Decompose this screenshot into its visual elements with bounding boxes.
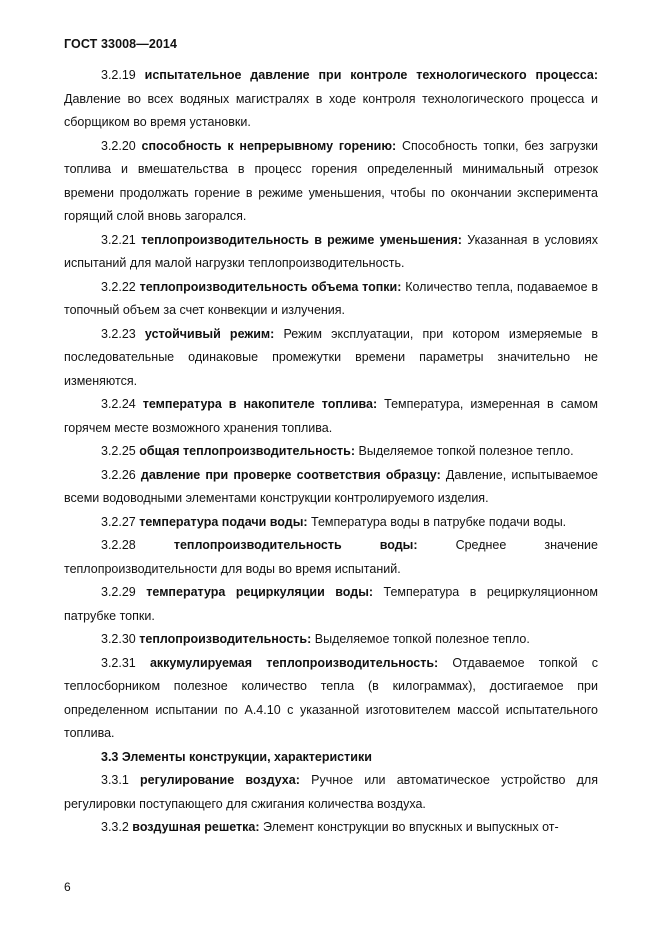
clause-number: 3.2.20 (101, 138, 136, 153)
definition: Способность топки, без загрузки топлива и вмешательства в процесс горения определенный минимальный отрезок времени продолжать горение в режиме уменьшения, чтобы по окончании эксперимента горящий слой вновь загорался. (64, 138, 599, 223)
term: температура подачи воды: (139, 514, 308, 529)
clause-number: 3.2.22 (101, 279, 136, 294)
definition: Выделяемое топкой полезное тепло. (358, 444, 574, 458)
clause-3-2-25 (64, 440, 598, 464)
clause-3-3-2 (64, 816, 598, 840)
clause-3-2-31 (64, 652, 598, 746)
definition: Давление во всех водяных магистралях в ходе контроля технологического процесса и сборщиком во время установки. (64, 91, 598, 129)
definition: Отдаваемое топкой с теплосборником полезное количество тепла (в килограммах), достигаемое при определенном испытании по А.4.10 с указанной изготовителем массой испытательного топлива. (64, 655, 598, 740)
term: испытательное давление при контроле технологического процесса: (144, 68, 598, 82)
clause-3-2-30 (64, 628, 598, 652)
definition: Режим эксплуатации, при котором измеряемые в последовательные одинаковые промежутки времени параметры значительно не изменяются. (64, 326, 598, 388)
clause-3-2-27 (64, 511, 598, 535)
term: устойчивый режим: (144, 326, 275, 341)
term: теплопроизводительность в режиме уменьшения: (141, 232, 462, 247)
clause-number: 3.2.31 (101, 655, 136, 670)
definition: Температура воды в патрубке подачи воды. (311, 514, 567, 529)
term: способность к непрерывному горению: (141, 138, 397, 153)
clause-number: 3.2.19 (101, 68, 136, 82)
definition: Указанная в условиях испытаний для малой нагрузки теплопроизводительность. (64, 232, 598, 270)
clause-number: 3.3.1 (101, 773, 129, 787)
clause-number: 3.2.24 (101, 397, 136, 411)
clause-3-2-24 (64, 393, 598, 440)
definition: Количество тепла, подаваемое в топочный объем за счет конвекции и излучения. (64, 279, 598, 317)
definition: Температура в рециркуляционном патрубке топки. (64, 585, 598, 623)
definition: Ручное или автоматическое устройство для регулировки поступающего для сжигания количества воздуха. (64, 773, 598, 811)
clause-number: 3.2.30 (101, 632, 136, 646)
definition: Элемент конструкции во впускных и выпускных от- (263, 820, 559, 834)
term: регулирование воздуха: (140, 773, 300, 787)
section-heading: 3.3 Элементы конструкции, характеристики (101, 749, 372, 764)
clause-number: 3.2.29 (101, 585, 136, 599)
clause-number: 3.2.25 (101, 444, 136, 458)
clause-3-2-19 (64, 64, 598, 135)
document-body (64, 64, 598, 840)
term: общая теплопроизводительность: (139, 444, 356, 458)
definition: Среднее значение теплопроизводительности для воды во время испытаний. (64, 538, 598, 576)
clause-3-2-29 (64, 581, 598, 628)
term: теплопроизводительность воды: (173, 538, 418, 552)
clause-number: 3.2.26 (101, 467, 136, 482)
clause-3-2-21 (64, 229, 598, 276)
term: температура рециркуляции воды: (146, 585, 374, 599)
clause-3-2-23 (64, 323, 598, 394)
term: теплопроизводительность: (139, 632, 312, 646)
term: аккумулируемая теплопроизводительность: (149, 655, 439, 670)
page-number: 6 (64, 880, 71, 894)
term: воздушная решетка: (132, 820, 260, 834)
definition: Температура, измеренная в самом горячем месте возможного хранения топлива. (64, 397, 598, 435)
clause-3-2-28 (64, 534, 598, 581)
term: давление при проверке соответствия образцу: (140, 467, 441, 482)
clause-3-2-20 (64, 135, 598, 229)
term: температура в накопителе топлива: (142, 397, 378, 411)
clause-number: 3.2.21 (101, 232, 136, 247)
document-code-header: ГОСТ 33008—2014 (64, 37, 178, 51)
definition: Выделяемое топкой полезное тепло. (314, 632, 530, 646)
definition: Давление, испытываемое всеми водоводными элементами конструкции контролируемого изделия. (64, 467, 598, 505)
clause-number: 3.2.27 (101, 514, 136, 529)
clause-3-2-26 (64, 464, 598, 511)
clause-number: 3.3.2 (101, 820, 129, 834)
clause-number: 3.2.28 (101, 538, 136, 552)
term: теплопроизводительность объема топки: (139, 279, 402, 294)
clause-number: 3.2.23 (101, 326, 136, 341)
clause-3-3-1 (64, 769, 598, 816)
clause-3-2-22 (64, 276, 598, 323)
